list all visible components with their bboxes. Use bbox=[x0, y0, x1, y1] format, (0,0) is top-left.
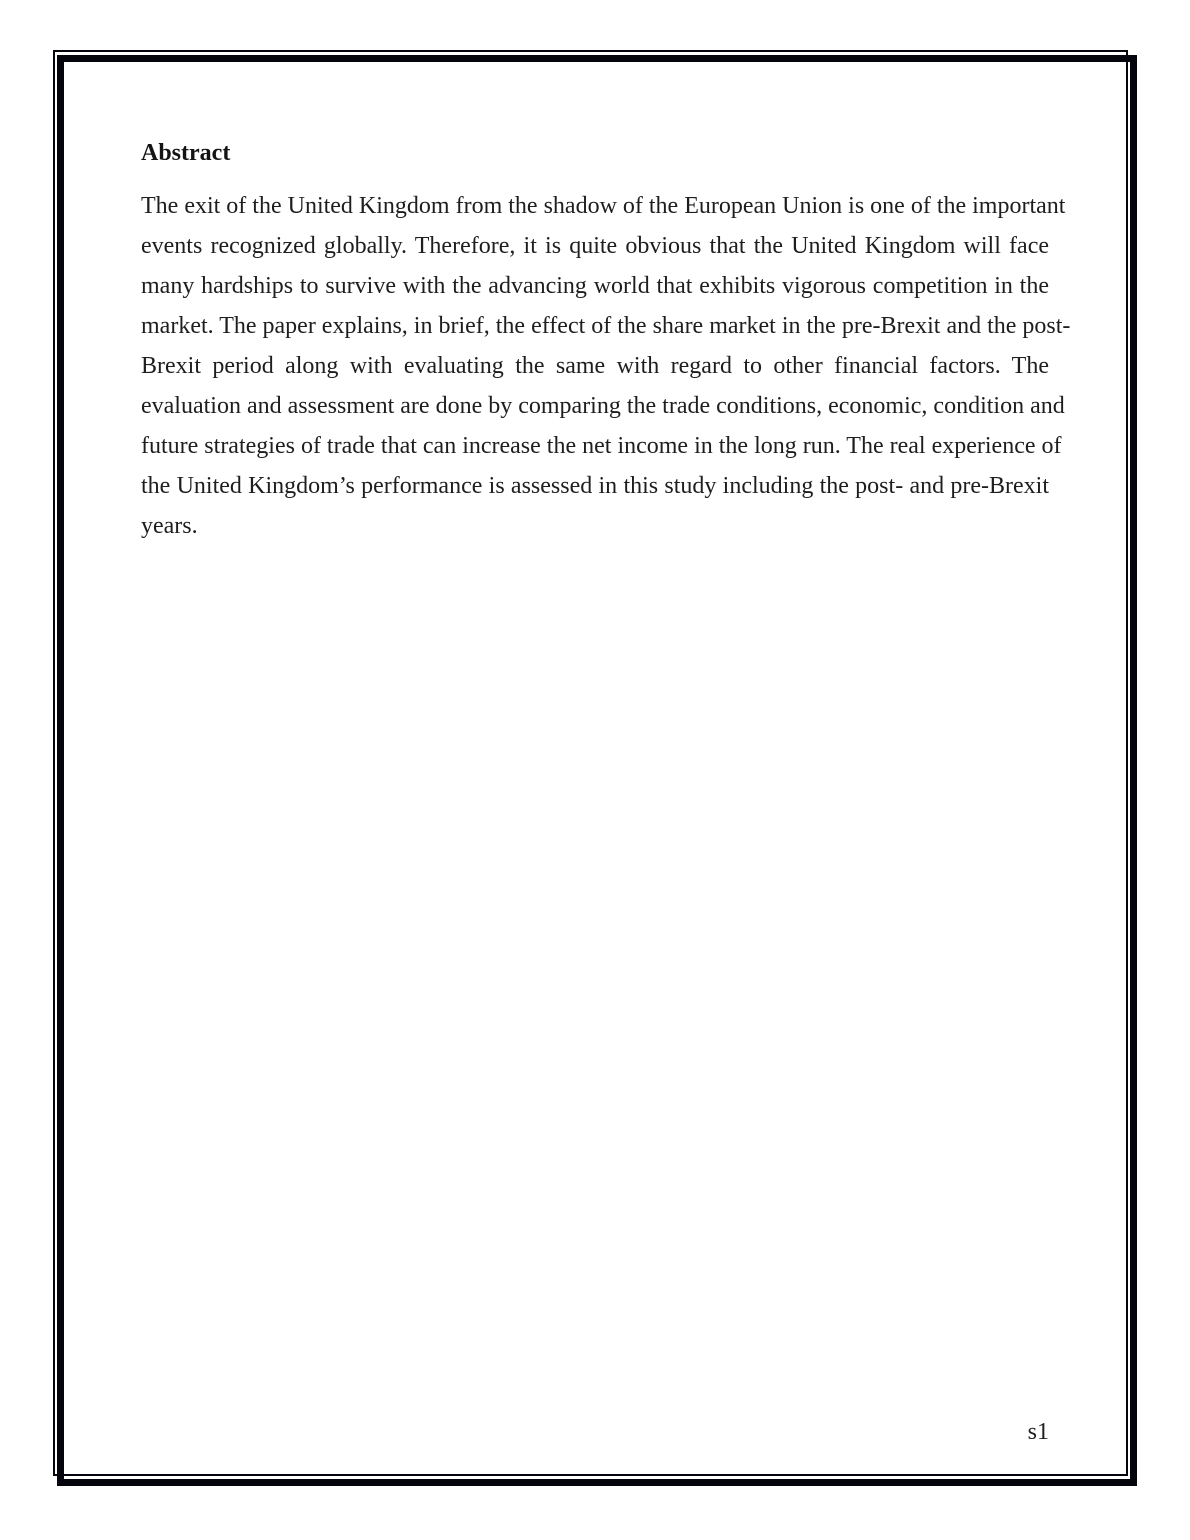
paragraph-line: future strategies of trade that can increase the net income in the long run. The real experience of bbox=[141, 433, 1062, 459]
paragraph-line: The exit of the United Kingdom from the shadow of the European Union is one of the important bbox=[141, 193, 1066, 219]
page-content bbox=[141, 133, 1071, 546]
paragraph-line: evaluation and assessment are done by comparing the trade conditions, economic, condition and bbox=[141, 393, 1065, 419]
paragraph-line: the United Kingdom’s performance is assessed in this study including the post- and pre-Brexit bbox=[141, 473, 1049, 499]
paragraph-line: many hardships to survive with the advancing world that exhibits vigorous competition in the bbox=[141, 273, 1049, 299]
paragraph-line: Brexit period along with evaluating the same with regard to other financial factors. The bbox=[141, 353, 1049, 379]
paragraph-line: market. The paper explains, in brief, the effect of the share market in the pre-Brexit and the post- bbox=[141, 313, 1071, 339]
abstract-heading: Abstract bbox=[141, 140, 231, 166]
abstract-paragraph bbox=[141, 186, 1071, 546]
page-number: s1 bbox=[1027, 1419, 1049, 1445]
paragraph-line: events recognized globally. Therefore, it is quite obvious that the United Kingdom will face bbox=[141, 233, 1049, 259]
paragraph-line: years. bbox=[141, 513, 198, 539]
